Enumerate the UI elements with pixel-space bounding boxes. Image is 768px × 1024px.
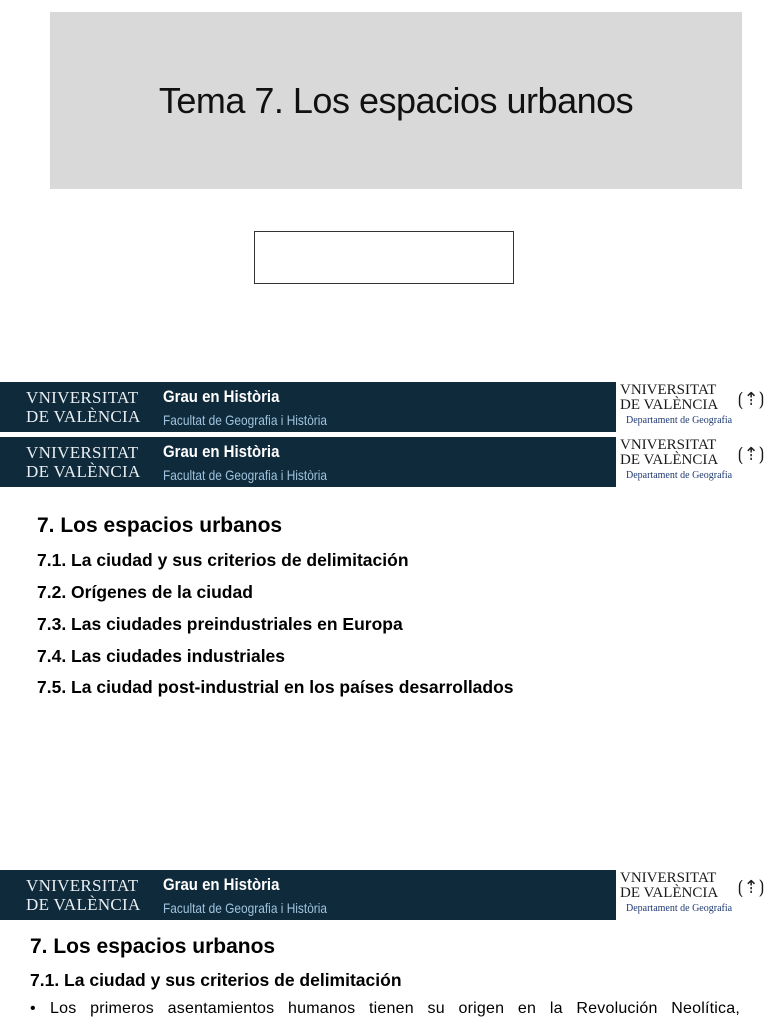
degree-name: Grau en Història xyxy=(163,875,280,894)
university-banner xyxy=(0,437,768,487)
seal-icon: ⟮⇡⟯ xyxy=(737,444,765,464)
university-banner xyxy=(0,382,768,432)
bullet-text: Los primeros asentamientos humanos tienen su origen en la Revolución Neolítica, xyxy=(50,1000,740,1017)
seal-icon: ⟮⇡⟯ xyxy=(737,389,765,409)
faculty-name: Facultat de Geografia i Història xyxy=(163,467,328,483)
university-logo-left: VNIVERSITAT DE VALÈNCIA xyxy=(26,388,141,426)
section-heading: 7. Los espacios urbanos xyxy=(30,935,276,958)
department-name: Departament de Geografia xyxy=(626,470,733,481)
department-name: Departament de Geografia xyxy=(626,415,733,426)
faculty-name: Facultat de Geografia i Història xyxy=(163,900,328,916)
toc-item: 7.5. La ciudad post-industrial en los países desarrollados xyxy=(37,677,514,697)
slide-title-box xyxy=(50,12,742,189)
department-logo: VNIVERSITAT DE VALÈNCIA ⟮⇡⟯ Departament de Geografia xyxy=(616,382,768,432)
department-name: Departament de Geografia xyxy=(626,903,733,914)
university-logo-left: VNIVERSITAT DE VALÈNCIA xyxy=(26,443,141,481)
department-logo: VNIVERSITAT DE VALÈNCIA ⟮⇡⟯ Departament de Geografia xyxy=(616,870,768,920)
section-heading: 7. Los espacios urbanos xyxy=(37,514,283,537)
empty-text-box xyxy=(254,231,514,284)
degree-name: Grau en Història xyxy=(163,442,280,461)
university-banner xyxy=(0,870,768,920)
toc-item: 7.2. Orígenes de la ciudad xyxy=(37,582,253,602)
slide-title: Tema 7. Los espacios urbanos xyxy=(158,79,634,121)
department-logo: VNIVERSITAT DE VALÈNCIA ⟮⇡⟯ Departament de Geografia xyxy=(616,437,768,487)
faculty-name: Facultat de Geografia i Història xyxy=(163,412,328,428)
bullet-icon: • xyxy=(30,1000,36,1017)
toc-item: 7.4. Las ciudades industriales xyxy=(37,646,286,666)
toc-item: 7.1. La ciudad y sus criterios de delimitación xyxy=(37,550,409,570)
seal-icon: ⟮⇡⟯ xyxy=(737,877,765,897)
bullet-paragraph xyxy=(30,1000,740,1018)
toc-item: 7.3. Las ciudades preindustriales en Europa xyxy=(37,614,403,634)
subsection-heading: 7.1. La ciudad y sus criterios de delimitación xyxy=(30,970,402,990)
university-logo-left: VNIVERSITAT DE VALÈNCIA xyxy=(26,876,141,914)
degree-name: Grau en Història xyxy=(163,387,280,406)
